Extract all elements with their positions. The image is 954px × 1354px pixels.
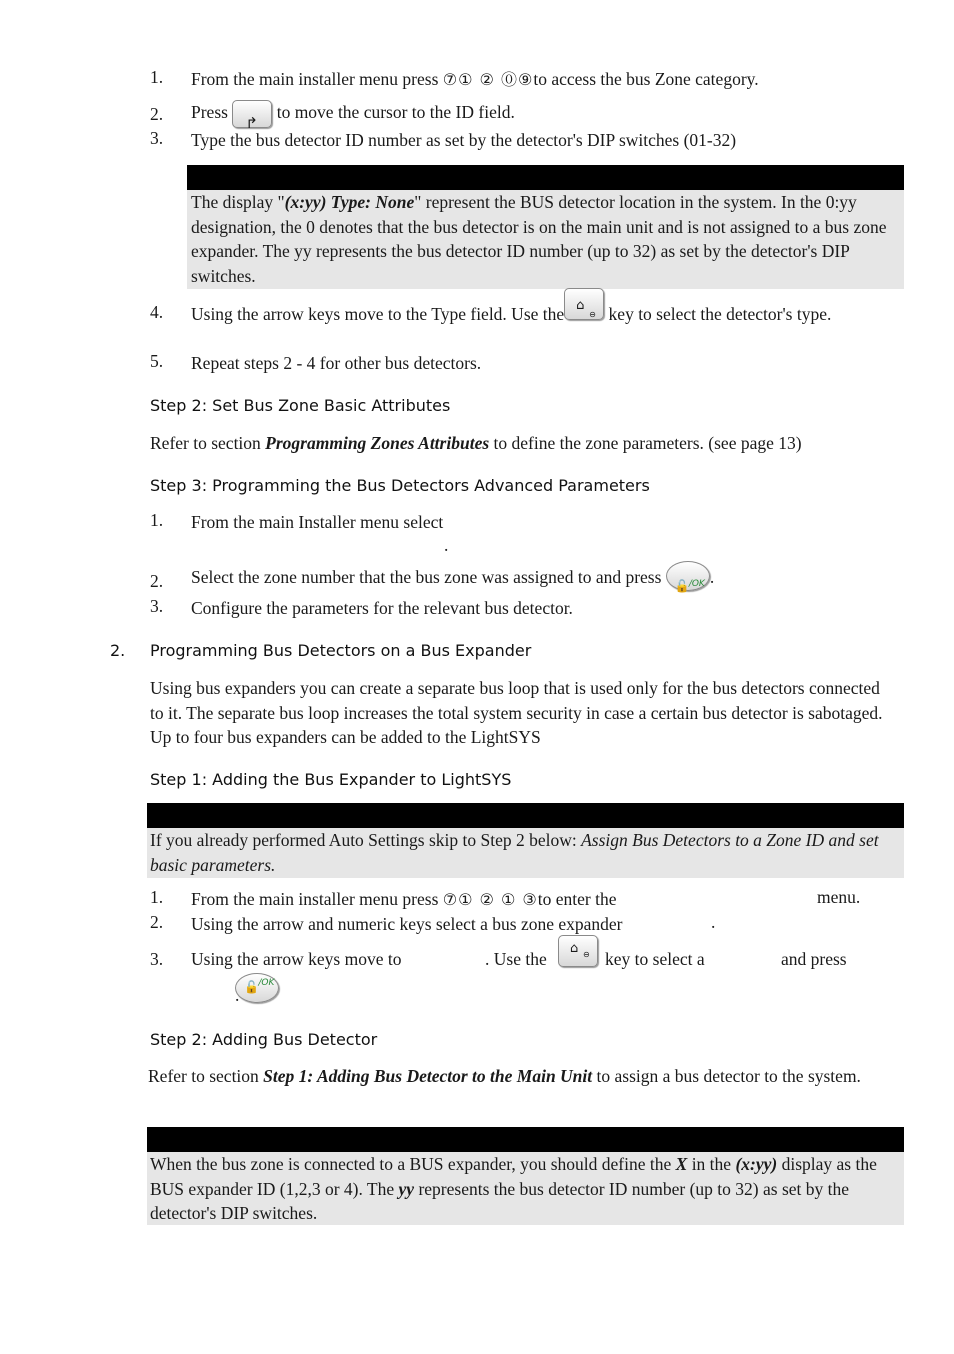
- list-number: 2.: [150, 571, 164, 591]
- list-item-text: Select the zone number that the bus zone was assigned to and press 🔓 /OK .: [191, 559, 884, 595]
- list-item-text: From the main Installer menu select: [191, 512, 444, 532]
- list-number: 1.: [150, 887, 164, 907]
- note-box: If you already performed Auto Settings skip to Step 2 below: Assign Bus Detectors to a Zone ID and set basic parameters.: [147, 828, 904, 878]
- paragraph: Refer to section Programming Zones Attributes to define the zone parameters. (see page 13): [150, 433, 802, 453]
- ok-key-icon: 🔓 /OK: [666, 561, 710, 591]
- section-heading: Step 3: Programming the Bus Detectors Advanced Parameters: [150, 476, 650, 495]
- list-number: 3.: [150, 949, 164, 969]
- list-item-dot: .: [444, 535, 449, 555]
- note-box: The display "(x:yy) Type: None" represent the BUS detector location in the system. In the 0:yy designation, the 0 denotes that the bus detector is on the main unit and is not assigned to a bus zone expander. The yy represents the bus detector ID number (up to 32) as set by the detector's DIP switches.: [187, 190, 904, 289]
- note-box: When the bus zone is connected to a BUS expander, you should define the X in the (x:yy) display as the BUS expander ID (1,2,3 or 4). The yy represents the bus detector ID number (up to 32) as set by the detector's DIP switches.: [147, 1152, 904, 1225]
- list-item-text: Repeat steps 2 - 4 for other bus detectors.: [191, 353, 482, 373]
- list-item-text: Type the bus detector ID number as set by the detector's DIP switches (01-32): [191, 130, 737, 150]
- section-heading: Step 1: Adding the Bus Expander to LightSYS: [150, 770, 512, 789]
- list-item-text: . Use the: [485, 949, 547, 969]
- list-number: 3.: [150, 596, 164, 616]
- list-item-text: Using the arrow and numeric keys select a bus zone expander: [191, 914, 623, 934]
- enter-key-icon: ↱: [232, 100, 272, 128]
- list-number: 2.: [150, 104, 164, 124]
- list-number: 2.: [150, 912, 164, 932]
- list-item-text: Using the arrow keys move to the Type field. Use the ⌂ ⊖ key to select the detector's type.: [191, 288, 884, 327]
- list-item-tail: menu.: [817, 887, 861, 907]
- list-item-text: Using the arrow keys move to: [191, 949, 402, 969]
- list-number: 1.: [150, 510, 164, 530]
- home-key-icon: ⌂ ⊖: [564, 288, 604, 320]
- keypad-sequence: ⑦① ② ① ③: [442, 890, 538, 909]
- list-number: 1.: [150, 67, 164, 87]
- note-header-bar: [147, 803, 904, 828]
- section-heading: Step 2: Set Bus Zone Basic Attributes: [150, 396, 451, 415]
- list-item-text: From the main installer menu press ⑦① ② ⓪⑨to access the bus Zone category.: [191, 69, 759, 89]
- section-title: Programming Bus Detectors on a Bus Expander: [150, 641, 532, 660]
- list-item-text: key to select a: [605, 949, 705, 969]
- ok-key-icon: 🔓 /OK: [235, 973, 279, 1003]
- note-header-bar: [187, 165, 904, 190]
- paragraph: Using bus expanders you can create a separate bus loop that is used only for the bus detectors connected to it. The separate bus loop increases the total system security in case a certain bus detector is sabotaged. Up to four bus expanders can be added to the LightSYS: [150, 678, 883, 747]
- list-item-tail: .: [711, 912, 716, 932]
- list-item-text: Press ↱ to move the cursor to the ID field.: [191, 92, 884, 132]
- list-number: 5.: [150, 351, 164, 371]
- list-item-end: .: [235, 985, 240, 1005]
- note-header-bar: [147, 1127, 904, 1152]
- list-number: 4.: [150, 302, 164, 322]
- section-number: 2.: [110, 641, 126, 660]
- list-item-text: and press: [781, 949, 847, 969]
- list-item-text: From the main installer menu press ⑦① ② ① ③to enter the: [191, 889, 617, 909]
- section-heading: Step 2: Adding Bus Detector: [150, 1030, 378, 1049]
- list-number: 3.: [150, 128, 164, 148]
- home-key-icon: ⌂ ⊖: [558, 935, 598, 967]
- paragraph: Refer to section Step 1: Adding Bus Detector to the Main Unit to assign a bus detector to the system.: [148, 1066, 861, 1086]
- keypad-sequence: ⑦① ② ⓪⑨: [442, 70, 534, 89]
- list-item-text: Configure the parameters for the relevant bus detector.: [191, 598, 573, 618]
